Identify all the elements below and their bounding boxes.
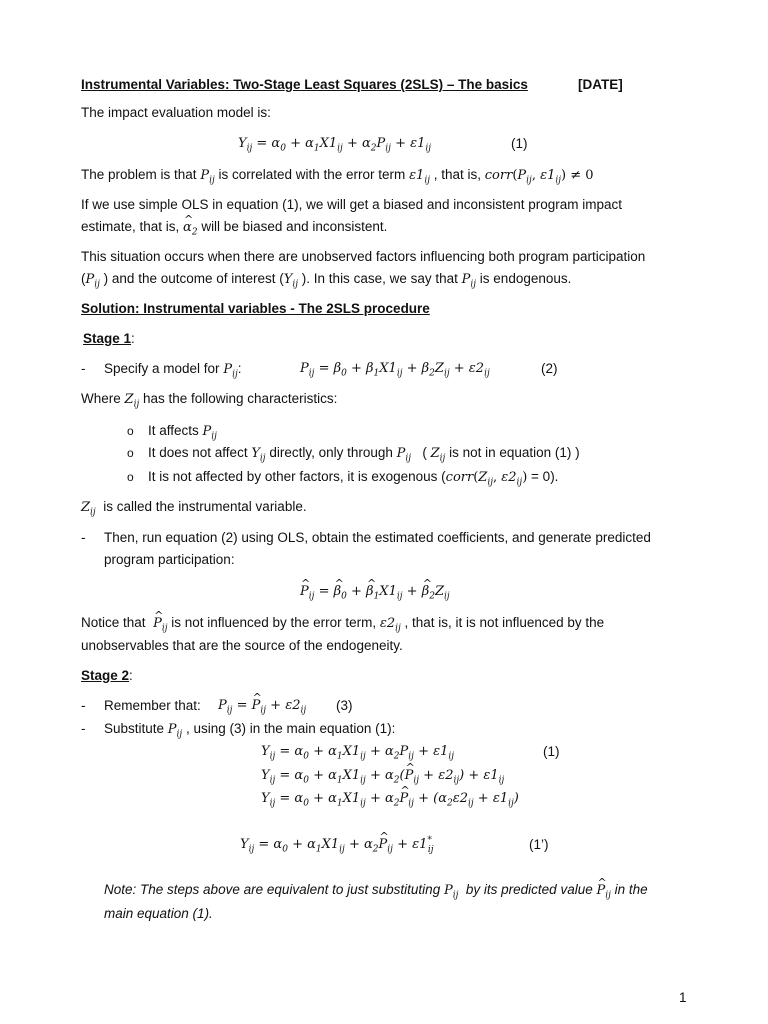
then-run-line2: program participation: — [104, 552, 235, 567]
characteristic-1: It affects $P_{ij}$ — [148, 423, 217, 442]
equation-1-repeat-number: (1) — [543, 744, 560, 759]
date-placeholder: [DATE] — [578, 77, 623, 92]
specify-model-text: Specify a model for $P_{ij}$: — [104, 361, 242, 380]
equation-1-prime-number: (1’) — [529, 837, 549, 852]
instrumental-variable-definition: $Z_{ij}$ is called the instrumental variable. — [81, 499, 307, 518]
rearranged-equation: $Y_{ij} = \alpha_0 + \alpha_1X1_{ij}$ + $\alpha_2\^{}$ $P_{ij} + (\alpha_2\varepsilon 2_{ij} + \varepsilon 1_{ij})$ — [261, 790, 519, 808]
dash-bullet: - — [81, 361, 86, 376]
circle-bullet: o — [127, 446, 134, 460]
equation-1-repeat: $Y_{ij} = \alpha_0 + \alpha_1X1_{ij} + \alpha_2P_{ij} + \varepsilon 1_{ij}$ — [261, 744, 455, 762]
predicted-participation-equation: ^ $P_{ij}$ = ^ $\beta_0$ + ^ $\beta_1X1_{ij}$ + ^ $\beta_2Z_{ij}$ — [300, 583, 450, 601]
then-run-line1: Then, run equation (2) using OLS, obtain the estimated coefficients, and generate predicted — [104, 530, 651, 545]
page-number: 1 — [679, 990, 687, 1005]
equation-3-number: (3) — [336, 698, 353, 713]
ols-paragraph-line2: estimate, that is, ^ $\alpha_2$ will be biased and inconsistent. — [81, 218, 387, 237]
stage2-heading: Stage 2: — [81, 668, 133, 683]
problem-statement: The problem is that $P_{ij}$ is correlated with the error term $\varepsilon 1_{ij}$ , that is, $corr(P_{ij}$, $\varepsilon 1_{ij}) \ne 0$ — [81, 167, 594, 186]
ols-paragraph-line1: If we use simple OLS in equation (1), we will get a biased and inconsistent program impact — [81, 197, 623, 212]
dash-bullet: - — [81, 698, 86, 713]
characteristic-3: It is not affected by other factors, it is exogenous ($corr(Z_{ij}$, $\varepsilon 2_{ij}) = 0$). — [148, 469, 559, 488]
equation-2: $P_{ij} = \beta_0 + \beta_1X1_{ij} + \beta_2Z_{ij} + \varepsilon 2_{ij}$ — [300, 361, 490, 379]
dash-bullet: - — [81, 530, 86, 545]
equation-1-number: (1) — [511, 136, 528, 151]
characteristic-2: It does not affect $Y_{ij}$ directly, only through $P_{ij}$ ( $Z_{ij}$ is not in equation (1) ) — [148, 445, 580, 464]
equation-1: $Y_{ij} = \alpha_0 + \alpha_1X1_{ij} + \alpha_2P_{ij} + \varepsilon 1_{ij}$ — [238, 136, 432, 154]
circle-bullet: o — [127, 470, 134, 484]
equation-1-prime: $Y_{ij} = \alpha_0 + \alpha_1X1_{ij}$ + $\alpha_2\^{}$ $P_{ij} + \varepsilon 1^*_{ij}$ — [240, 836, 434, 854]
equation-3: $P_{ij}$ = ^ $P_{ij} + \varepsilon 2_{ij}$ — [218, 697, 306, 715]
notice-line2: unobservables that are the source of the endogeneity. — [81, 638, 403, 653]
where-text: Where $Z_{ij}$ has the following characteristics: — [81, 391, 338, 410]
note-line2: main equation (1). — [104, 906, 213, 921]
note-line1: Note: The steps above are equivalent to just substituting $P_{ij}$ by its predicted value ^ $P_{ij}$ in the — [104, 881, 648, 900]
model-intro-text: The impact evaluation model is: — [81, 105, 271, 120]
document-title: Instrumental Variables: Two-Stage Least Squares (2SLS) – The basics — [81, 77, 528, 92]
notice-line1: Notice that ^ $P_{ij}$ is not influenced by the error term, $\varepsilon 2_{ij}$ , that is, it is not influenced by the — [81, 614, 604, 633]
substituted-equation: $Y_{ij} = \alpha_0 + \alpha_1X1_{ij}$ + $\alpha_2(\^{}$ $P_{ij} + \varepsilon 2_{ij}) + \varepsilon 1_{ij}$ — [261, 767, 504, 785]
substitute-text: Substitute $P_{ij}$ , using (3) in the main equation (1): — [104, 721, 396, 740]
equation-2-number: (2) — [541, 361, 558, 376]
situation-paragraph-line1: This situation occurs when there are unobserved factors influencing both program participation — [81, 249, 646, 264]
circle-bullet: o — [127, 424, 134, 438]
stage1-heading: Stage 1: — [83, 331, 135, 346]
dash-bullet: - — [81, 721, 86, 736]
situation-paragraph-line2: ($P_{ij}$ ) and the outcome of interest ($Y_{ij}$ ). In this case, we say that $P_{ij}$ is endogenous. — [81, 271, 572, 290]
remember-text: Remember that: — [104, 698, 201, 713]
solution-heading: Solution: Instrumental variables - The 2SLS procedure — [81, 301, 430, 316]
